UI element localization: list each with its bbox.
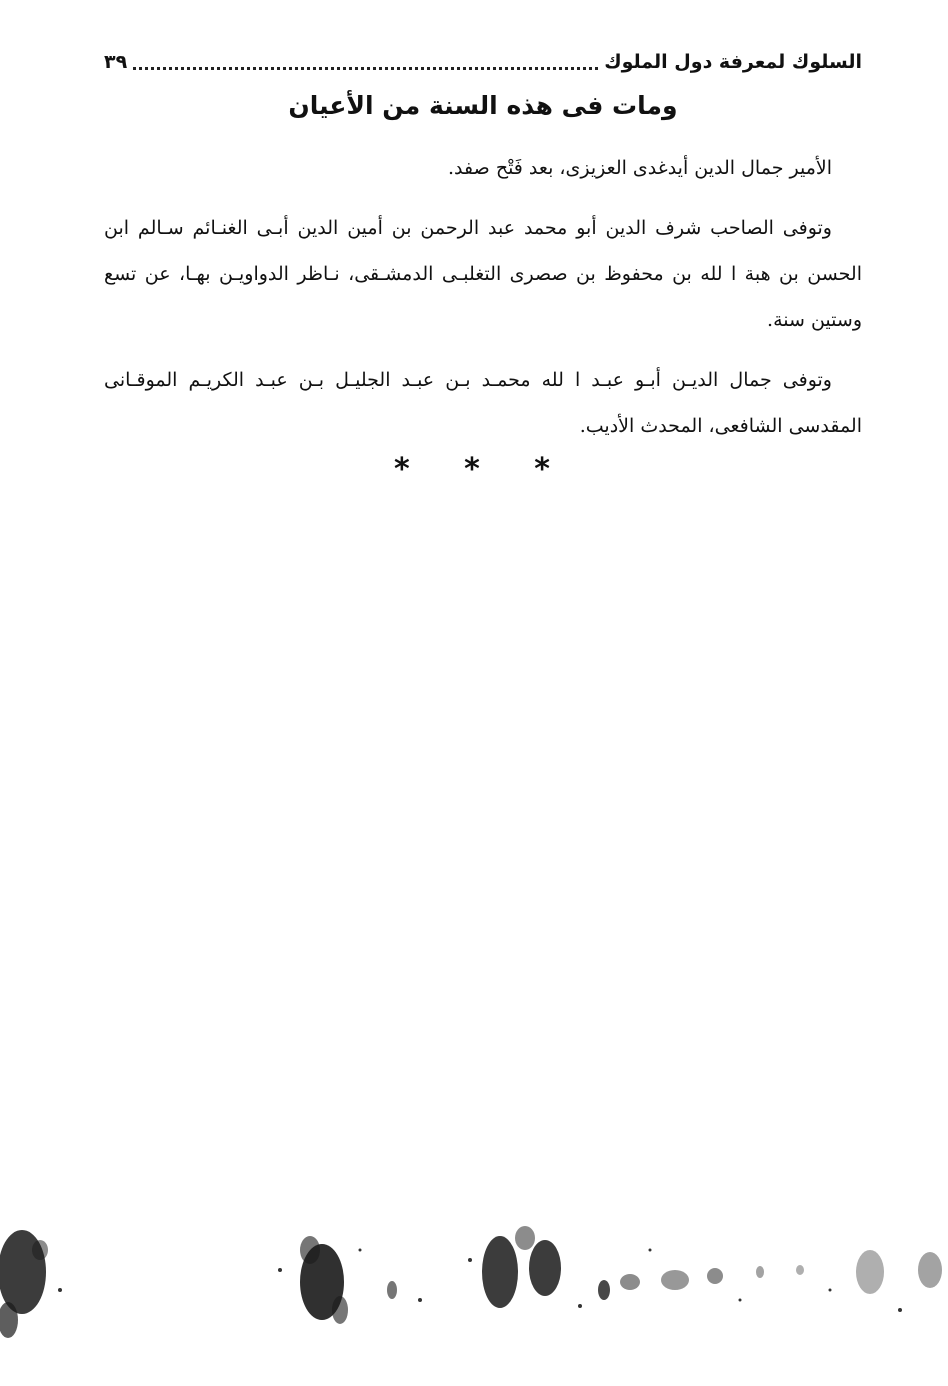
book-title: السلوك لمعرفة دول الملوك (604, 51, 862, 73)
page-number: ٣٩ (104, 51, 128, 73)
paragraph-2: وتوفى الصاحب شرف الدين أبو محمد عبد الرحمن بن أمين الدين أبـى الغنـائم سـالم ابن الحسن بن هبة ا لله بن محفوظ بن صصرى التغلبـى الدمشـقى، نـاظر الدواويـن بهـا، عن تسع وستين سنة. (104, 217, 862, 331)
section-end-ornament: * * * (394, 452, 572, 487)
section-heading: ومات فى هذه السنة من الأعيان (288, 91, 678, 120)
dot-leader (133, 67, 598, 70)
paragraph-1: الأمير جمال الدين أيدغدى العزيزى، بعد فَتْح صفد. (448, 157, 832, 179)
body-text (104, 145, 862, 463)
running-header (104, 44, 862, 80)
scan-speckle-artifacts (0, 1210, 948, 1360)
paragraph-3: وتوفى جمال الديـن أبـو عبـد ا لله محمـد بـن عبـد الجليـل بـن عبـد الكريـم الموقـانى المقدسى الشافعى، المحدث الأديب. (104, 369, 862, 437)
